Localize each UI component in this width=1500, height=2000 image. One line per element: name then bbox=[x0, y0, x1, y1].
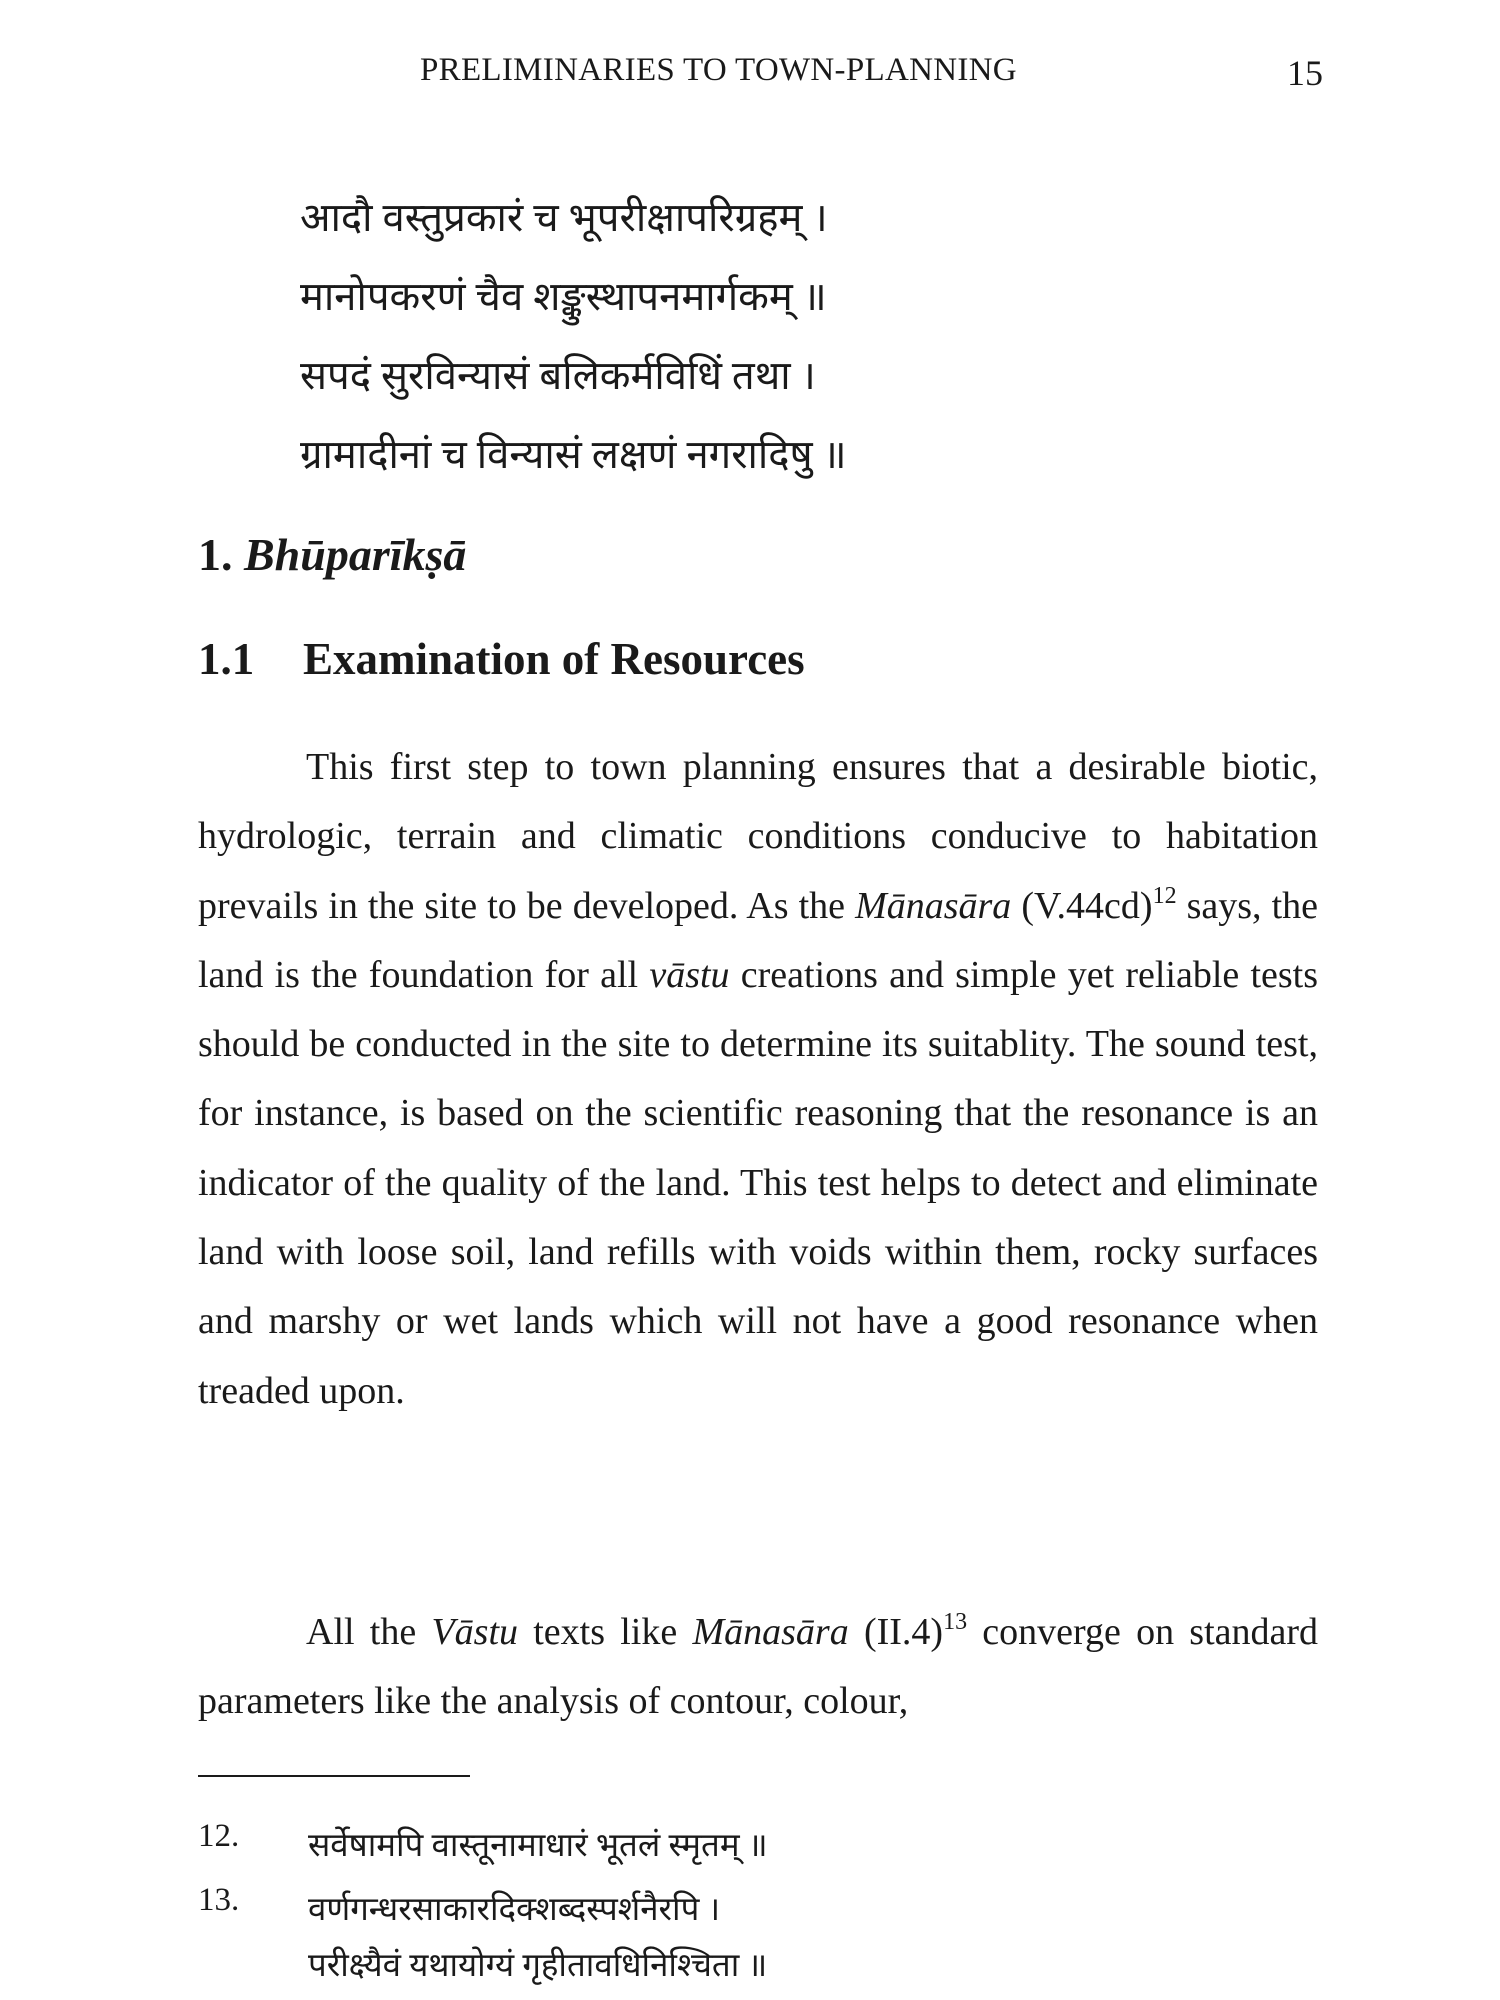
paragraph-text: says, the land is the foundation for all bbox=[198, 884, 1319, 996]
paragraph-text: texts like bbox=[533, 1611, 678, 1653]
footnote-number: 12. bbox=[198, 1818, 240, 1854]
footnote-text bbox=[308, 1882, 767, 1994]
footnote-divider bbox=[198, 1775, 470, 1777]
section-heading bbox=[198, 528, 466, 581]
page-number: 15 bbox=[1287, 53, 1323, 93]
running-head: PRELIMINARIES TO TOWN-PLANNING bbox=[420, 52, 1017, 88]
work-title: Mānasāra bbox=[692, 1611, 849, 1653]
term: vāstu bbox=[649, 953, 730, 996]
paragraph-text: converge on standard parameters like the analysis of contour, colour, bbox=[198, 1611, 1319, 1723]
footnote-ref: 12 bbox=[1152, 882, 1177, 909]
subsection-title: Examination of Resources bbox=[303, 634, 805, 684]
footnote-line: परीक्ष्यैवं यथायोग्यं गृहीतावधिनिश्चिता ॥ bbox=[308, 1948, 768, 1984]
verse-line: आदौ वस्तुप्रकारं च भूपरीक्षापरिग्रहम् । bbox=[300, 195, 828, 240]
subsection-number: 1.1 bbox=[198, 634, 255, 684]
paragraph-text: creations and simple yet reliable tests should be conducted in the site to determine its suitablity. The sound test, for instance, is based on the scientific reasoning that the resonance is an indicator of the quality of the land. This test helps to detect and eliminate land with loose soil, land refills with voids within them, rocky surfaces and marshy or wet lands which will not have a good resonance when treaded upon. bbox=[198, 953, 1319, 1412]
section-number: 1. bbox=[198, 529, 233, 580]
term: Vāstu bbox=[431, 1611, 519, 1653]
verse-line: ग्रामादीनां च विन्यासं लक्षणं नगरादिषु ॥ bbox=[300, 432, 847, 477]
footnote-line: वर्णगन्धरसाकारदिक्शब्दस्पर्शनैरपि । bbox=[308, 1892, 721, 1928]
work-title: Mānasāra bbox=[855, 884, 1012, 927]
footnote-line: सर्वेषामपि वास्तूनामाधारं भूतलं स्मृतम् ॥ bbox=[308, 1828, 768, 1864]
paragraph-text: All the bbox=[306, 1611, 417, 1653]
subsection-heading bbox=[198, 633, 805, 685]
footnote-ref: 13 bbox=[943, 1609, 968, 1635]
sanskrit-verse bbox=[300, 178, 847, 494]
verse-line: मानोपकरणं चैव शङ्कुस्थापनमार्गकम् ॥ bbox=[300, 274, 827, 319]
verse-line: सपदं सुरविन्यासं बलिकर्मविधिं तथा । bbox=[300, 353, 816, 398]
footnote-number: 13. bbox=[198, 1882, 240, 1918]
body-paragraph bbox=[198, 733, 1318, 1426]
paragraph-text: This first step to town planning ensures that a desirable biotic, hydrologic, terrain and climatic conditions conducive to habitation prevails in the site to be developed. As the bbox=[198, 746, 1318, 927]
citation: (II.4) bbox=[863, 1611, 944, 1653]
body-paragraph bbox=[198, 1598, 1318, 1737]
section-title: Bhūparīkṣā bbox=[244, 529, 467, 580]
footnote-text bbox=[308, 1818, 768, 1874]
citation: (V.44cd) bbox=[1021, 884, 1153, 927]
